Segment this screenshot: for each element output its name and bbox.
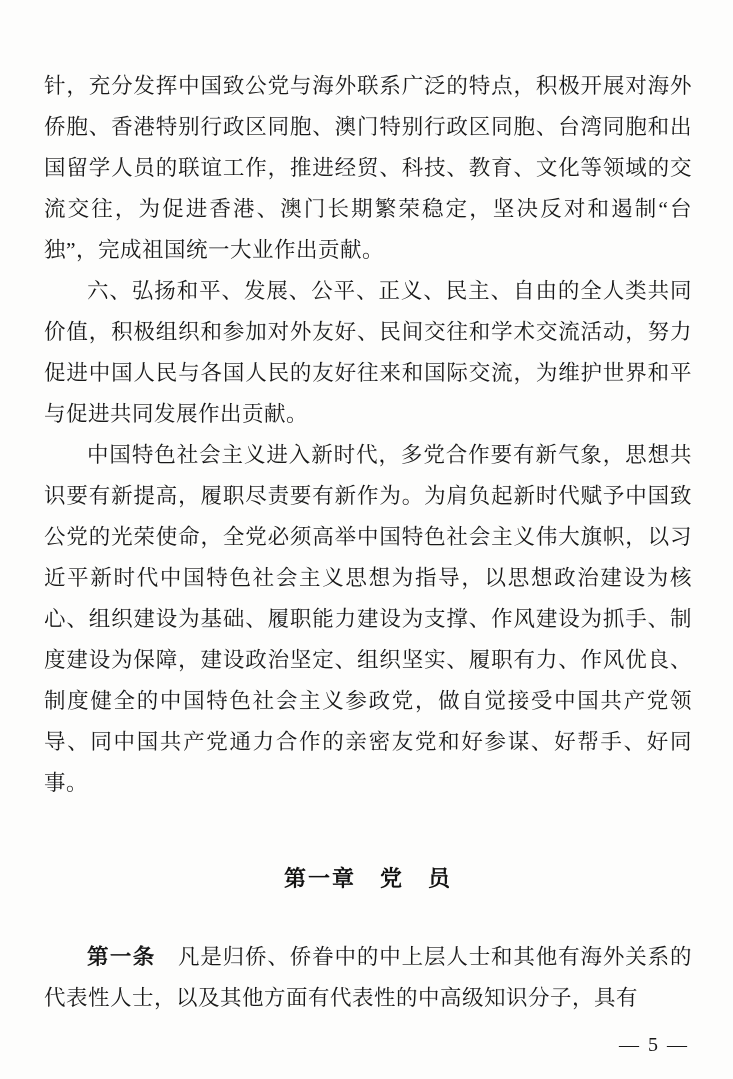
article-number-label: 第一条 (87, 945, 156, 969)
paragraph-item-six: 六、弘扬和平、发展、公平、正义、民主、自由的全人类共同价值，积极组织和参加对外友好、民间交往和学术交流活动，努力促进中国人民与各国人民的友好往来和国际交流，为维护世界和平与促进共同发展作出贡献。 (44, 279, 692, 426)
page-number: — 5 — (619, 1034, 689, 1056)
chapter-spacer-top (44, 804, 692, 862)
article-paragraph (44, 937, 692, 1019)
paragraph-new-era: 中国特色社会主义进入新时代，多党合作要有新气象，思想共识要有新提高，履职尽责要有新作为。为肩负起新时代赋予中国致公党的光荣使命，全党必须高举中国特色社会主义伟大旗帜，以习近平新时代中国特色社会主义思想为指导，以思想政治建设为核心、组织建设为基础、履职能力建设为支撑、作风建设为抓手、制度建设为保障，建设政治坚定、组织坚实、履职有力、作风优良、制度健全的中国特色社会主义参政党，做自觉接受中国共产党领导、同中国共产党通力合作的亲密友党和好参谋、好帮手、好同事。 (44, 443, 692, 795)
page-content (44, 66, 692, 1019)
chapter-spacer-bottom (44, 893, 692, 937)
chapter-heading: 第一章 党 员 (283, 866, 452, 891)
paragraph-continuation: 针，充分发挥中国致公党与海外联系广泛的特点，积极开展对海外侨胞、香港特别行政区同胞、澳门特别行政区同胞、台湾同胞和出国留学人员的联谊工作，推进经贸、科技、教育、文化等领域的交流交往，为促进香港、澳门长期繁荣稳定，坚决反对和遏制“台独”，完成祖国统一大业作出贡献。 (44, 74, 692, 262)
article-body-text: 凡是归侨、侨眷中的中上层人士和其他有海外关系的代表性人士，以及其他方面有代表性的中高级知识分子，具有 (44, 945, 692, 1010)
